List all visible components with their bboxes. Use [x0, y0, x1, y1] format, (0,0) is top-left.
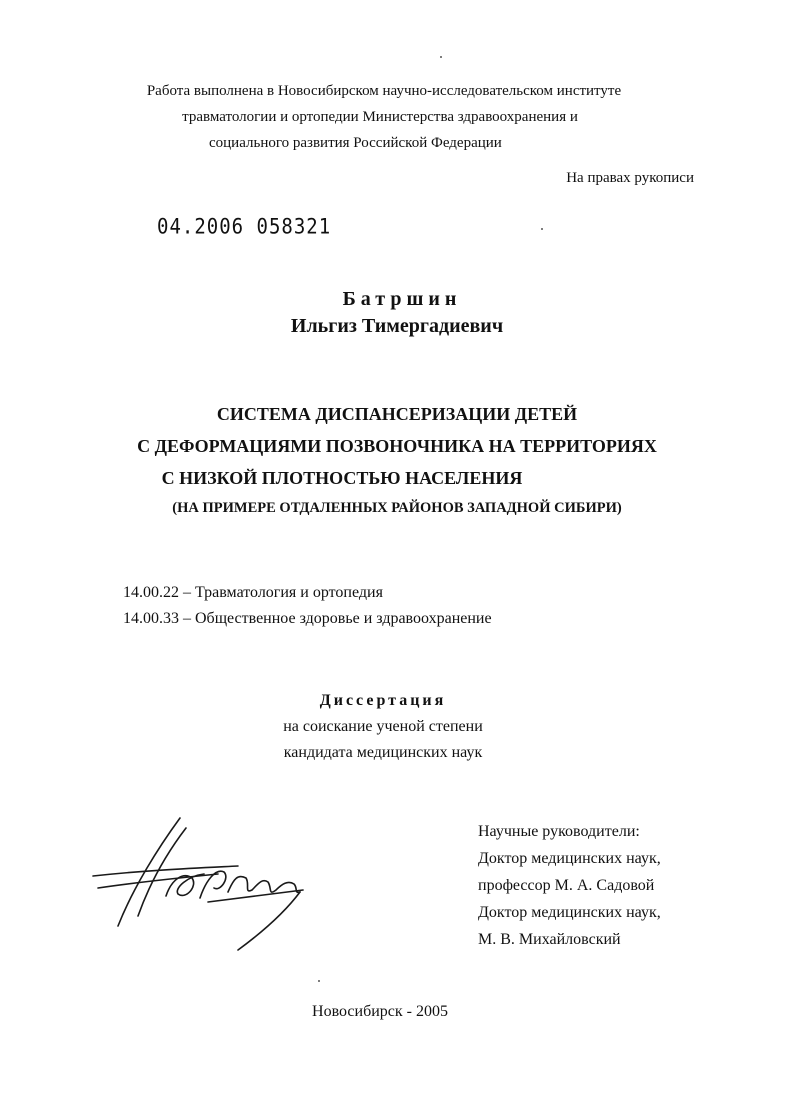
dissertation-block — [0, 688, 766, 766]
dissertation-heading: Диссертация — [319, 692, 447, 709]
signature-image — [88, 808, 318, 958]
dissertation-line-1: на соискание ученой степени — [283, 718, 483, 735]
scan-speck — [440, 56, 442, 58]
scan-speck — [541, 228, 543, 230]
specialties-block — [123, 580, 492, 632]
organization-block — [0, 78, 760, 156]
signature-stroke — [98, 874, 218, 888]
title-line-1: СИСТЕМА ДИСПАНСЕРИЗАЦИИ ДЕТЕЙ — [216, 404, 578, 424]
specialty-line-1: 14.00.22 – Травматология и ортопедия — [123, 584, 383, 601]
supervisors-heading: Научные руководители: — [478, 823, 640, 840]
org-line-2: травматологии и ортопедии Министерства здравоохранения и — [182, 109, 578, 125]
supervisor-line-1: Доктор медицинских наук, — [478, 850, 661, 867]
thesis-subtitle: (НА ПРИМЕРЕ ОТДАЛЕННЫХ РАЙОНОВ ЗАПАДНОЙ СИБИРИ) — [172, 500, 622, 516]
place-year: Новосибирск - 2005 — [312, 1003, 448, 1020]
signature-stroke — [208, 890, 303, 902]
signature-stroke — [238, 892, 300, 950]
dissertation-line-2: кандидата медицинских наук — [283, 744, 483, 761]
author-block — [0, 286, 794, 340]
supervisor-line-2: профессор М. А. Садовой — [478, 877, 655, 894]
scan-speck — [318, 980, 320, 982]
registration-code: 04.2006 058321 — [157, 214, 332, 240]
author-surname: Батршин — [342, 288, 462, 310]
supervisor-line-3: Доктор медицинских наук, — [478, 904, 661, 921]
thesis-title — [0, 398, 794, 494]
org-line-1: Работа выполнена в Новосибирском научно-исследовательском институте — [146, 83, 622, 99]
signature-stroke — [228, 877, 300, 893]
author-given-names: Ильгиз Тимергадиевич — [290, 315, 504, 337]
title-line-3: С НИЗКОЙ ПЛОТНОСТЬЮ НАСЕЛЕНИЯ — [161, 468, 523, 488]
title-line-2: С ДЕФОРМАЦИЯМИ ПОЗВОНОЧНИКА НА ТЕРРИТОРИЯХ — [137, 436, 657, 456]
manuscript-rights-note: На правах рукописи — [566, 170, 694, 186]
org-line-3: социального развития Российской Федерации — [209, 135, 502, 151]
supervisor-line-4: М. В. Михайловский — [478, 931, 621, 948]
specialty-line-2: 14.00.33 – Общественное здоровье и здравоохранение — [123, 610, 492, 627]
supervisors-block — [478, 818, 661, 953]
